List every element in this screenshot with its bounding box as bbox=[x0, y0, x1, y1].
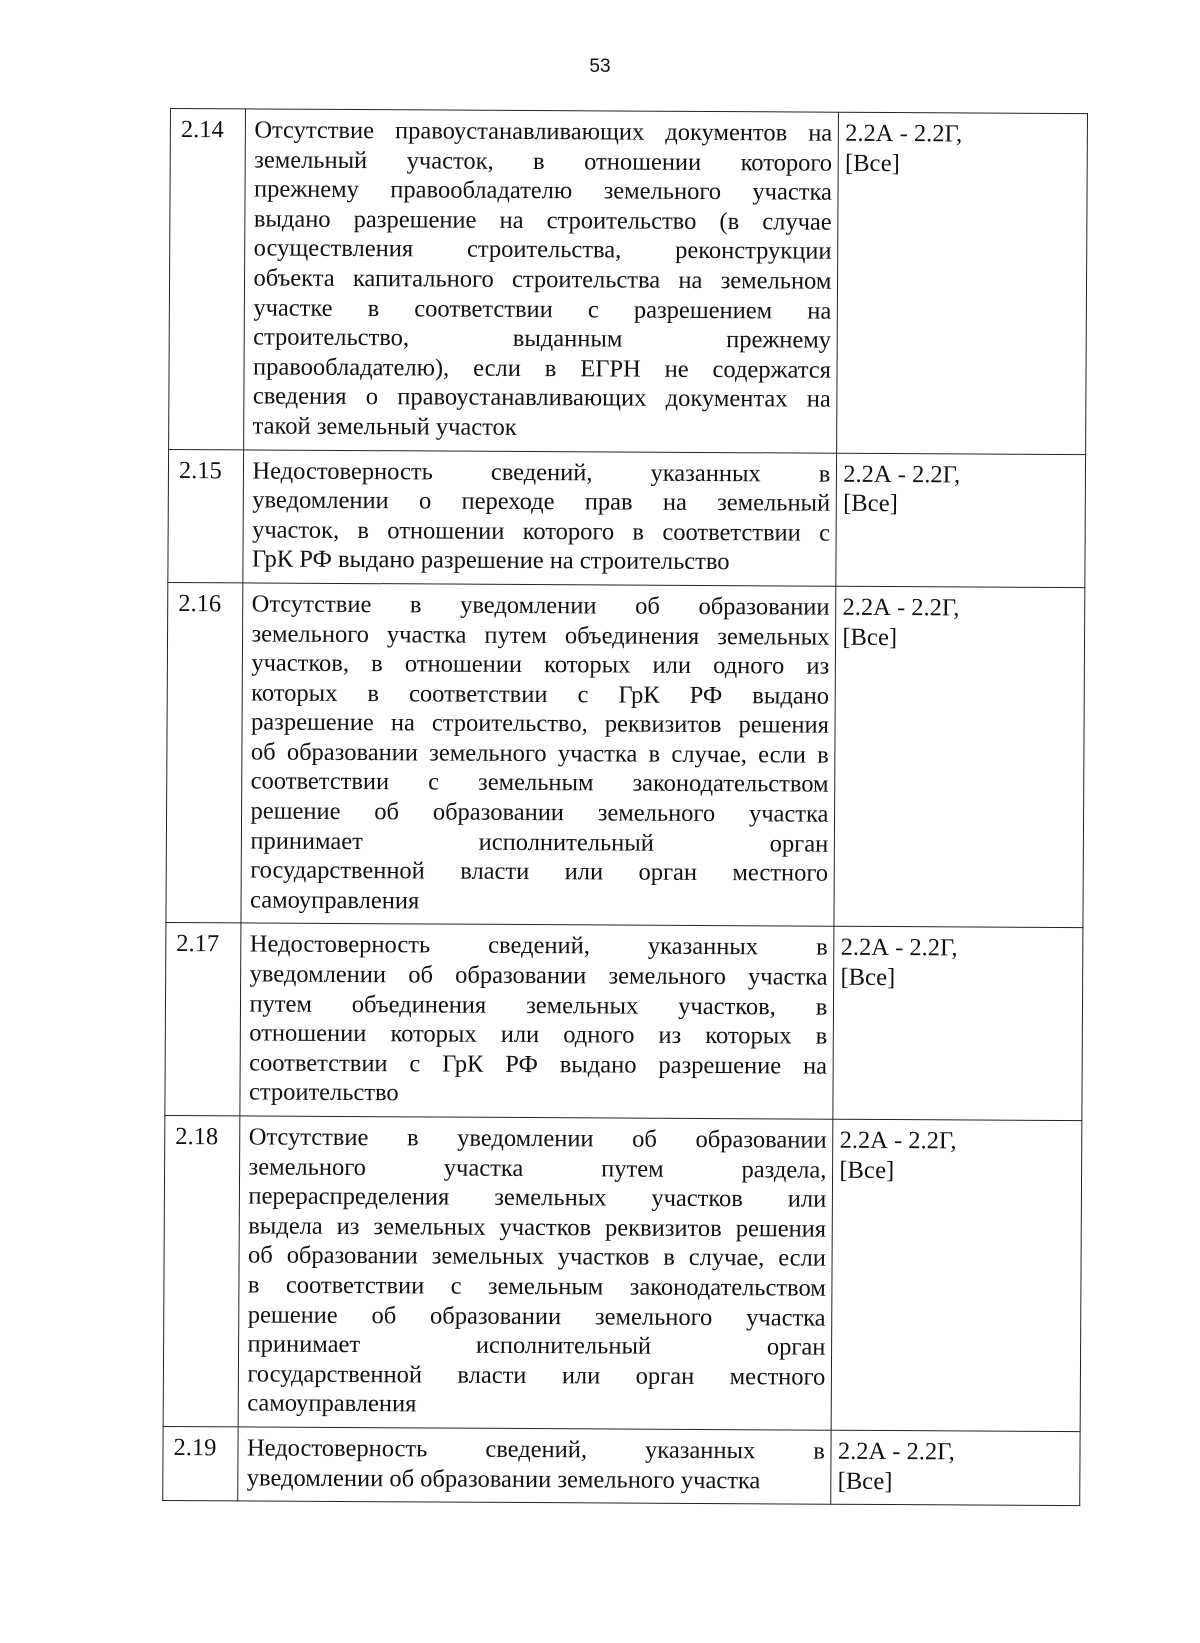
reference-scope: [Все] bbox=[842, 623, 898, 651]
description-line: соответствии с ГрК РФ выдано разрешение на bbox=[249, 1049, 828, 1080]
row-reference bbox=[836, 453, 1085, 588]
row-reference bbox=[831, 1430, 1080, 1506]
description-line: участке в соответствии с разрешением на bbox=[253, 294, 832, 325]
description-line: принимает исполнительный орган bbox=[247, 1330, 826, 1361]
table-body bbox=[163, 109, 1088, 1506]
description-line: земельного участка путем объединения земельных bbox=[251, 619, 830, 651]
reference-range: 2.2А - 2.2Г, bbox=[837, 1437, 955, 1466]
description-line: строительство bbox=[248, 1078, 399, 1107]
row-number: 2.19 bbox=[163, 1426, 239, 1501]
table-row bbox=[168, 449, 1086, 587]
reference-scope: [Все] bbox=[843, 489, 898, 518]
description-line: Недостоверность сведений, указанных в bbox=[249, 930, 828, 962]
row-number: 2.15 bbox=[168, 449, 244, 583]
description-line: уведомлении о переходе прав на земельный bbox=[252, 486, 831, 517]
row-description bbox=[241, 583, 836, 927]
reference-range: 2.2А - 2.2Г, bbox=[845, 119, 963, 148]
description-line: решение об образовании земельного участка bbox=[247, 1301, 826, 1332]
description-line: Отсутствие в уведомлении об образовании bbox=[251, 590, 830, 621]
description-line: объекта капитального строительства на земельном bbox=[253, 264, 832, 295]
description-line: в соответствии с земельным законодательством bbox=[247, 1271, 826, 1302]
description-line: решение об образовании земельного участка bbox=[250, 797, 829, 828]
row-number: 2.17 bbox=[165, 923, 242, 1116]
reference-range: 2.2А - 2.2Г, bbox=[843, 460, 961, 488]
reference-scope: [Все] bbox=[837, 1467, 893, 1495]
row-number: 2.18 bbox=[163, 1115, 240, 1426]
row-description bbox=[243, 449, 837, 586]
description-line: государственной власти или орган местного bbox=[250, 856, 829, 887]
description-line: отношении которых или одного из которых в bbox=[249, 1019, 828, 1050]
description-line: такой земельный участок bbox=[252, 412, 517, 441]
description-line: Недостоверность сведений, указанных в bbox=[246, 1434, 825, 1465]
reference-scope: [Все] bbox=[844, 149, 900, 177]
table-row bbox=[165, 923, 1083, 1121]
description-line: земельного участка путем раздела, bbox=[248, 1153, 827, 1184]
description-line: осуществления строительства, реконструкции bbox=[253, 234, 832, 266]
table-row bbox=[163, 1115, 1082, 1431]
table-row bbox=[166, 582, 1085, 928]
table-row bbox=[169, 109, 1088, 455]
reference-scope: [Все] bbox=[840, 963, 896, 992]
row-reference bbox=[833, 927, 1083, 1121]
description-line: Отсутствие в уведомлении об образовании bbox=[248, 1123, 827, 1154]
row-description bbox=[244, 109, 839, 453]
reference-range: 2.2А - 2.2Г, bbox=[842, 593, 960, 622]
description-line: об образовании земельного участка в случае, если в bbox=[250, 738, 829, 769]
description-line: правообладателю), если в ЕГРН не содержатся bbox=[252, 353, 831, 384]
description-line: самоуправления bbox=[249, 886, 420, 915]
description-line: выдела из земельных участков реквизитов решения bbox=[248, 1212, 827, 1243]
description-line: Отсутствие правоустанавливающих документов на bbox=[254, 116, 833, 147]
row-description bbox=[238, 1427, 831, 1504]
description-line: участков, в отношении которых или одного из bbox=[251, 649, 830, 680]
description-line: земельный участок, в отношении которого bbox=[254, 146, 833, 177]
description-line: разрешение на строительство, реквизитов решения bbox=[250, 708, 829, 739]
row-description bbox=[240, 923, 834, 1119]
description-line: выдано разрешение на строительство (в случае bbox=[253, 205, 832, 236]
requirements-table bbox=[162, 108, 1088, 1506]
row-reference bbox=[834, 586, 1085, 928]
description-line: государственной власти или орган местного bbox=[247, 1360, 826, 1391]
description-line: самоуправления bbox=[247, 1389, 417, 1418]
reference-range: 2.2А - 2.2Г, bbox=[840, 934, 958, 962]
description-line: Недостоверность сведений, указанных в bbox=[252, 456, 831, 488]
description-line: участок, в отношении которого в соответствии с bbox=[252, 516, 831, 547]
description-line: соответствии с земельным законодательством bbox=[250, 767, 829, 799]
description-line: уведомлении об образовании земельного участка bbox=[246, 1463, 761, 1494]
description-line: об образовании земельных участков в случае, если bbox=[248, 1241, 827, 1273]
description-line: принимает исполнительный орган bbox=[250, 827, 829, 858]
row-reference bbox=[837, 112, 1088, 454]
reference-range: 2.2А - 2.2Г, bbox=[839, 1126, 957, 1155]
description-line: путем объединения земельных участков, в bbox=[249, 990, 828, 1021]
description-line: прежнему правообладателю земельного участка bbox=[253, 175, 832, 206]
row-reference bbox=[831, 1119, 1081, 1431]
description-line: уведомлении об образовании земельного участка bbox=[249, 960, 828, 991]
row-number: 2.14 bbox=[169, 109, 246, 450]
description-line: ГрК РФ выдано разрешение на строительство bbox=[251, 545, 730, 576]
description-line: строительство, выданным прежнему bbox=[253, 323, 832, 354]
description-line: сведения о правоустанавливающих документах на bbox=[252, 382, 831, 414]
table-row bbox=[163, 1426, 1080, 1505]
row-description bbox=[239, 1116, 834, 1430]
description-line: которых в соответствии с ГрК РФ выдано bbox=[251, 679, 830, 710]
row-number: 2.16 bbox=[166, 582, 243, 923]
page-number: 53 bbox=[589, 56, 611, 77]
description-line: перераспределения земельных участков или bbox=[248, 1182, 827, 1213]
reference-scope: [Все] bbox=[839, 1156, 895, 1184]
